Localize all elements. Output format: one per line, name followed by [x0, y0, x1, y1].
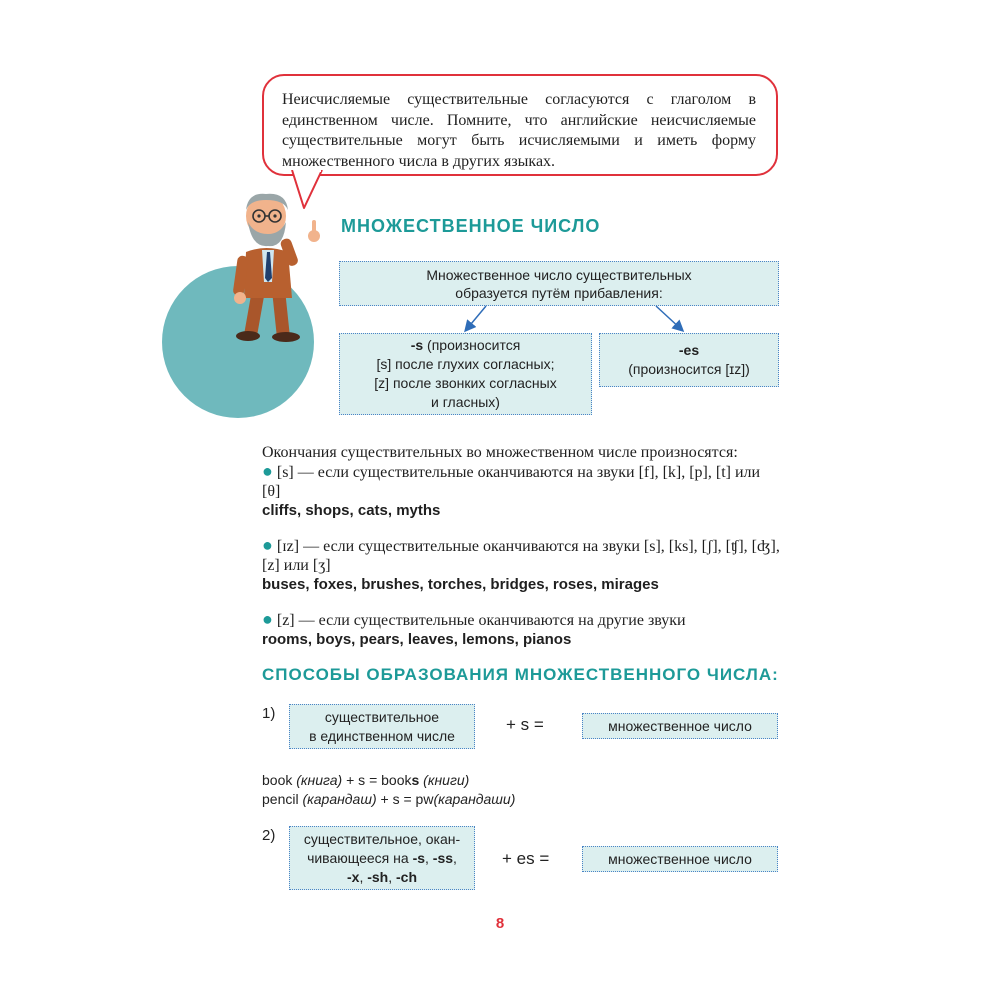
bubble-text: Неисчисляемые существительные согласуются с глаголом в единственном числе. Помните, что английские неисчисляемые существительные могут быть исчисляемыми и иметь форму множественного числа в других языках. [282, 91, 756, 170]
suffix-s-line3: [z] после звонких согласных [374, 375, 557, 391]
rule-z-examples: rooms, boys, pears, leaves, lemons, pianos [262, 631, 572, 648]
suffix-es-box [599, 333, 779, 387]
rule-iz-text: [ɪz] — если существительные оканчиваются на звуки [s], [ks], [ʃ], [ʧ], [ʤ], [z] или [ʒ] [262, 538, 780, 574]
speech-bubble [262, 74, 778, 176]
rule2-box-line3 [304, 868, 460, 887]
rule1-number: 1) [262, 705, 276, 722]
example-gloss-plural: (карандаши) [433, 791, 516, 807]
separator: , [388, 868, 396, 885]
rule1-noun-box [289, 704, 475, 749]
suffix-s-note: (произносится [423, 337, 521, 353]
pronunciation-intro: Окончания существительных во множественном числе произносятся: [262, 444, 738, 461]
bullet-dot: ● [262, 609, 273, 629]
professor-illustration [226, 186, 330, 346]
suffix-es-label: -es [678, 342, 700, 358]
rule1-operator: + s = [506, 715, 544, 734]
rule2-box-line2 [304, 849, 460, 868]
suffix-s-box [339, 333, 592, 415]
suffix-ss-ending: -ss [432, 849, 454, 866]
suffix-s-line2: [s] после глухих согласных; [376, 356, 555, 372]
rule2-box-text: чивающееся на [307, 849, 413, 866]
rule-z-text: [z] — если существительные оканчиваются на другие звуки [272, 612, 686, 629]
plural-formation-box [339, 261, 779, 306]
suffix-ch-ending: -ch [396, 868, 417, 885]
rule-iz-examples: buses, foxes, brushes, torches, bridges, roses, mirages [262, 576, 659, 593]
plural-formation-line2: образуется путём прибавления: [455, 284, 663, 301]
rule2-number: 2) [262, 827, 276, 844]
suffix-s-line4: и гласных) [431, 394, 500, 410]
rule1-result: множественное число [608, 718, 752, 734]
example-gloss: (книга) [296, 772, 343, 788]
rule1-box-line1: существительное [324, 708, 440, 725]
rule-z [262, 610, 782, 649]
rule2-noun-box [289, 826, 475, 890]
suffix-es-note: (произносится [ɪz]) [628, 361, 750, 377]
bullet-dot: ● [262, 461, 273, 481]
plural-formation-line1: Множественное число существительных [426, 266, 692, 283]
bullet-dot: ● [262, 535, 273, 555]
example-gloss: (карандаш) [302, 791, 377, 807]
example-gloss-plural: (книги) [419, 772, 470, 788]
separator: , [453, 849, 457, 866]
suffix-x-ending: -x [346, 868, 360, 885]
heading-plural: МНОЖЕСТВЕННОЕ ЧИСЛО [341, 216, 601, 236]
separator: , [425, 849, 433, 866]
heading-methods: СПОСОБЫ ОБРАЗОВАНИЯ МНОЖЕСТВЕННОГО ЧИСЛА: [262, 665, 779, 684]
page-number: 8 [495, 915, 505, 932]
rule1-box-line2: в единственном числе [309, 727, 455, 744]
example-pencil [262, 791, 515, 807]
rule2-box-line1: существительное, окан- [303, 830, 461, 847]
example-word: pencil [262, 791, 303, 807]
suffix-s-label: -s [410, 337, 424, 353]
rule2-operator: + es = [502, 849, 550, 868]
rule1-result-box [582, 713, 778, 739]
example-suffix: s [411, 772, 420, 788]
suffix-sh-ending: -sh [367, 868, 389, 885]
pronunciation-section [262, 443, 782, 520]
rule2-result: множественное число [608, 851, 752, 867]
separator: , [359, 868, 368, 885]
suffix-s-ending: -s [412, 849, 426, 866]
rule-iz [262, 536, 782, 594]
rule-s [262, 462, 782, 501]
rule-s-text: [s] — если существительные оканчиваются на звуки [f], [k], [p], [t] или [θ] [262, 464, 761, 500]
rule2-result-box [582, 846, 778, 872]
example-book [262, 772, 469, 788]
example-formula: + s = pw [376, 791, 434, 807]
example-word: book [262, 772, 297, 788]
rule-s-examples: cliffs, shops, cats, myths [262, 502, 441, 519]
example-formula: + s = book [342, 772, 412, 788]
